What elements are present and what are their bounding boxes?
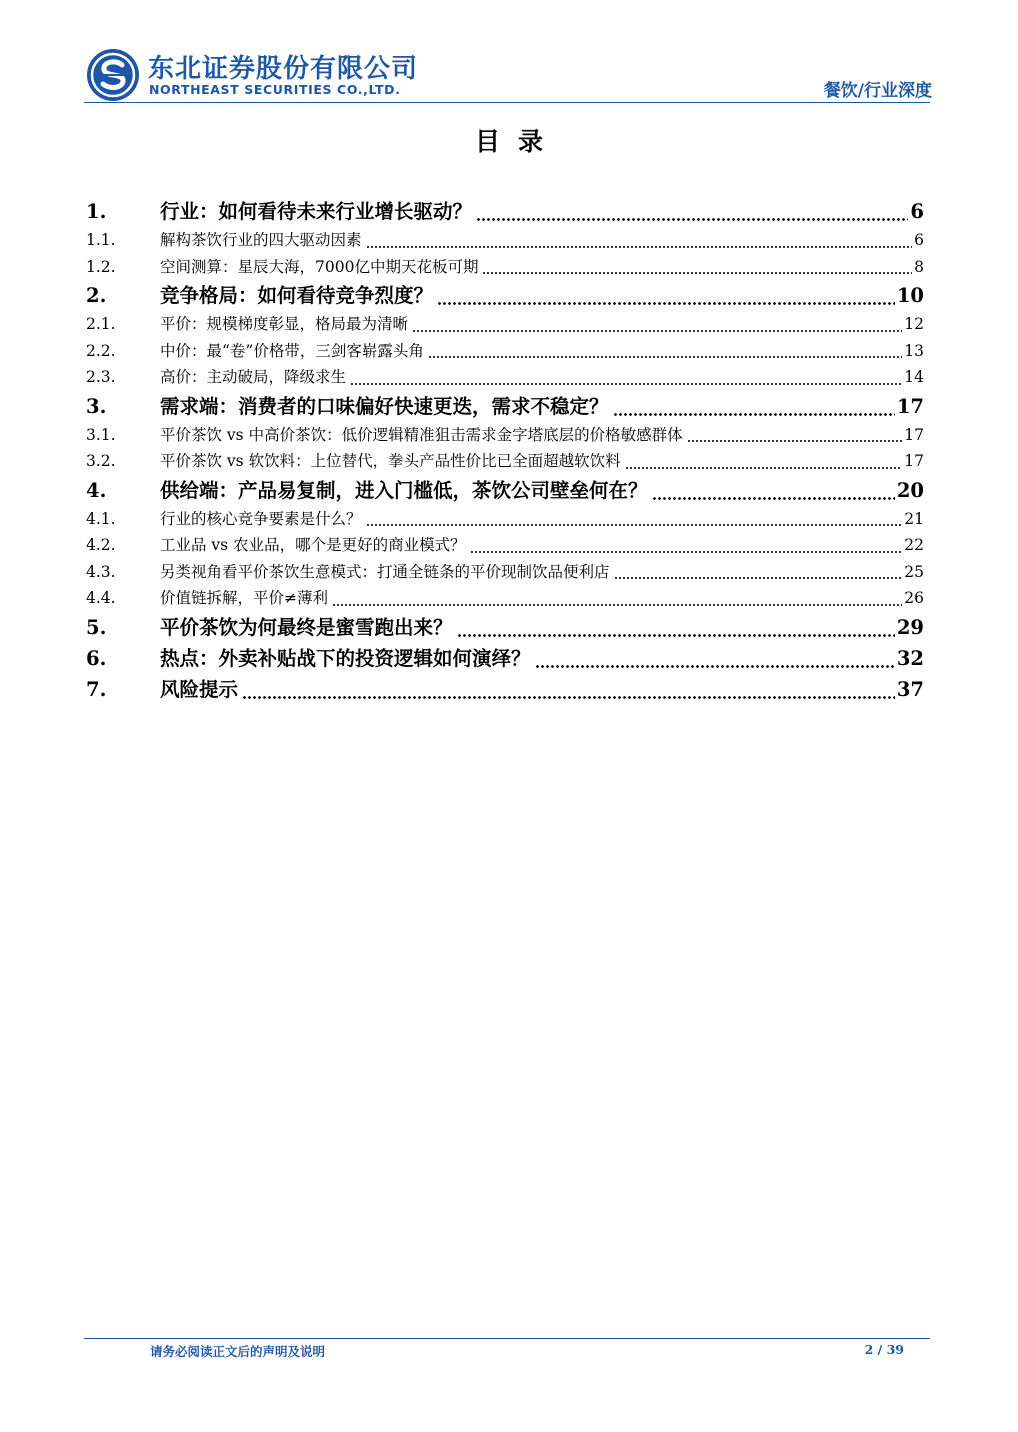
toc-number: 3.1. — [86, 425, 116, 444]
toc-number: 4.1. — [86, 509, 116, 528]
toc-page-number: 37 — [896, 677, 924, 701]
toc-section[interactable] — [86, 643, 924, 674]
toc-leader-dots — [611, 391, 895, 422]
toc-page-number: 29 — [896, 615, 924, 639]
toc-page-number: 6 — [914, 231, 924, 249]
toc-heading: 风险提示 — [160, 677, 239, 701]
toc-leader-dots — [435, 280, 895, 311]
toc-leader-dots — [410, 311, 902, 338]
toc-page-number: 20 — [896, 478, 924, 502]
footer-disclaimer: 请务必阅读正文后的声明及说明 — [150, 1344, 326, 1359]
toc-leader-dots — [650, 475, 895, 506]
toc-leader-dots — [685, 422, 903, 449]
toc-number: 7. — [86, 677, 107, 701]
toc-heading: 行业的核心竞争要素是什么？ — [160, 509, 362, 528]
toc-subsection[interactable] — [86, 506, 924, 533]
toc-section[interactable] — [86, 612, 924, 643]
toc-page-number: 17 — [896, 394, 924, 418]
toc-subsection[interactable] — [86, 311, 924, 338]
toc-leader-dots — [474, 196, 908, 227]
toc-leader-dots — [426, 338, 902, 365]
toc-heading: 行业：如何看待未来行业增长驱动？ — [160, 200, 473, 223]
toc-leader-dots — [364, 506, 903, 533]
toc-subsection[interactable] — [86, 559, 924, 586]
toc-leader-dots — [480, 254, 912, 281]
toc-heading: 平价茶饮 vs 中高价茶饮：低价逻辑精准狙击需求金字塔底层的价格敏感群体 — [160, 425, 683, 444]
page-indicator: 2 / 39 — [864, 1342, 904, 1357]
toc-subsection[interactable] — [86, 585, 924, 612]
toc-heading: 工业品 vs 农业品，哪个是更好的商业模式？ — [160, 536, 466, 554]
company-name-cn: 东北证券股份有限公司 — [148, 54, 419, 84]
toc-page-number: 32 — [896, 646, 924, 670]
company-name-en: NORTHEAST SECURITIES CO.,LTD. — [149, 82, 401, 97]
toc-page-number: 8 — [914, 257, 924, 276]
toc-section[interactable] — [86, 280, 924, 311]
toc-section[interactable] — [86, 196, 924, 227]
toc-leader-dots — [455, 612, 895, 643]
toc-leader-dots — [533, 643, 895, 674]
toc-leader-dots — [240, 674, 895, 705]
toc-leader-dots — [330, 585, 902, 612]
toc-subsection[interactable] — [86, 338, 924, 365]
toc-number: 2.2. — [86, 341, 116, 360]
table-of-contents — [86, 196, 924, 705]
toc-heading: 高价：主动破局，降级求生 — [160, 368, 347, 386]
toc-heading: 需求端：消费者的口味偏好快速更迭，需求不稳定？ — [160, 394, 609, 418]
toc-leader-dots — [364, 227, 913, 254]
toc-leader-dots — [623, 448, 903, 475]
toc-leader-dots — [348, 364, 902, 391]
toc-number: 4.4. — [86, 589, 116, 607]
toc-page-number: 6 — [910, 200, 924, 223]
toc-heading: 平价茶饮 vs 软饮料：上位替代，拳头产品性价比已全面超越软饮料 — [160, 452, 621, 470]
toc-number: 3. — [86, 394, 107, 418]
header-divider — [84, 102, 930, 103]
toc-number: 4.2. — [86, 536, 116, 554]
toc-page-number: 22 — [904, 536, 924, 554]
company-logo — [86, 46, 466, 104]
toc-heading: 热点：外卖补贴战下的投资逻辑如何演绎？ — [160, 646, 531, 670]
toc-page-number: 25 — [904, 562, 924, 581]
toc-number: 2.1. — [86, 315, 116, 333]
toc-heading: 平价：规模梯度彰显，格局最为清晰 — [160, 315, 409, 333]
toc-number: 4. — [86, 478, 107, 502]
toc-section[interactable] — [86, 475, 924, 506]
page-title: 目录 — [474, 127, 561, 156]
toc-leader-dots — [468, 532, 903, 559]
toc-number: 2.3. — [86, 368, 116, 386]
toc-page-number: 17 — [904, 452, 924, 470]
toc-page-number: 13 — [904, 341, 924, 360]
toc-number: 1. — [86, 200, 107, 223]
toc-page-number: 14 — [904, 368, 924, 386]
toc-number: 3.2. — [86, 452, 116, 470]
toc-subsection[interactable] — [86, 532, 924, 559]
toc-section[interactable] — [86, 674, 924, 705]
report-category: 餐饮/行业深度 — [823, 81, 932, 101]
toc-leader-dots — [612, 559, 903, 586]
toc-subsection[interactable] — [86, 227, 924, 254]
toc-number: 4.3. — [86, 562, 116, 581]
toc-number: 6. — [86, 646, 107, 670]
toc-heading: 中价：最“卷”价格带，三剑客崭露头角 — [160, 341, 424, 360]
toc-subsection[interactable] — [86, 448, 924, 475]
toc-page-number: 21 — [904, 509, 924, 528]
toc-number: 5. — [86, 615, 107, 639]
toc-heading: 供给端：产品易复制，进入门槛低，茶饮公司壁垒何在？ — [160, 478, 648, 502]
toc-section[interactable] — [86, 391, 924, 422]
toc-number: 1.1. — [86, 231, 116, 249]
toc-heading: 空间测算：星辰大海，7000亿中期天花板可期 — [160, 257, 479, 276]
toc-heading: 解构茶饮行业的四大驱动因素 — [160, 231, 362, 249]
toc-number: 2. — [86, 284, 107, 307]
toc-page-number: 10 — [896, 284, 924, 307]
toc-subsection[interactable] — [86, 364, 924, 391]
toc-heading: 价值链拆解，平价≠薄利 — [160, 589, 328, 607]
toc-subsection[interactable] — [86, 254, 924, 281]
toc-heading: 竞争格局：如何看待竞争烈度？ — [160, 284, 434, 307]
toc-page-number: 12 — [904, 315, 924, 333]
toc-heading: 另类视角看平价茶饮生意模式：打通全链条的平价现制饮品便利店 — [160, 562, 610, 581]
toc-number: 1.2. — [86, 257, 116, 276]
toc-page-number: 26 — [904, 589, 924, 607]
toc-heading: 平价茶饮为何最终是蜜雪跑出来？ — [160, 615, 453, 639]
toc-page-number: 17 — [904, 425, 924, 444]
toc-subsection[interactable] — [86, 422, 924, 449]
footer-divider — [84, 1338, 930, 1339]
company-logo-icon — [86, 48, 140, 102]
